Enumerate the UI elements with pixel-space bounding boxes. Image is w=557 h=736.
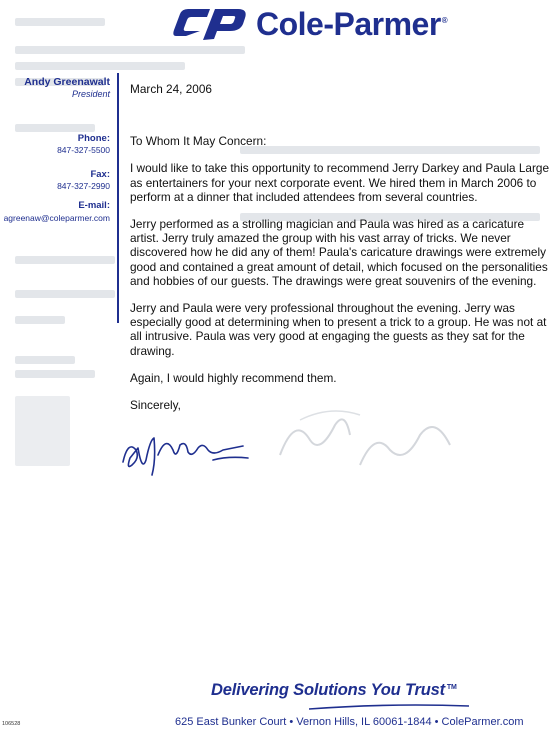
- sender-name: Andy Greenawalt: [24, 76, 110, 88]
- cole-parmer-mark-icon: [170, 6, 250, 42]
- fax-label: Fax:: [90, 169, 110, 180]
- paragraph: I would like to take this opportunity to recommend Jerry Darkey and Paula Large as entertainers for your next corporate event. We hired them in March 2006 to perform at a dinner that included attendees from several countries.: [130, 161, 550, 204]
- paragraph: Again, I would highly recommend them.: [130, 370, 337, 385]
- company-logo: [170, 4, 447, 44]
- paragraph: Jerry and Paula were very professional throughout the evening. Jerry was especially good at determining when to present a trick to a group. He was not at all intrusive. Paula was very good at engaging the guests as they sat for the drawing.: [130, 301, 547, 358]
- bleed-through: [15, 396, 70, 466]
- form-code: 106528: [2, 721, 21, 727]
- bleed-through: [15, 256, 115, 264]
- company-tagline: Delivering Solutions You Trust ™: [211, 681, 457, 699]
- fax-number: 847-327-2990: [57, 181, 110, 191]
- sidebar-divider: [117, 73, 119, 323]
- tagline-underline: [309, 703, 469, 711]
- sender-contact-block: [0, 76, 110, 223]
- bleed-through: [15, 62, 185, 70]
- signature: [118, 420, 258, 480]
- phone-label: Phone:: [77, 133, 110, 144]
- bleed-through: [15, 356, 75, 364]
- sender-title: President: [71, 89, 110, 99]
- phone-number: 847-327-5500: [57, 145, 110, 155]
- paragraph: Jerry performed as a strolling magician and Paula was hired as a caricature artist. Jerry truly amazed the group with his vast array of tricks. We never discovered how he did any of them! Paula's caricature drawings were extremely good and contained a great amount of detail, which focused on the personalities and hobbies of our guests. The drawings were great souvenirs of the evening.: [130, 217, 548, 288]
- bleed-through: [15, 18, 105, 26]
- closing: Sincerely,: [130, 398, 181, 413]
- email-label: E-mail:: [78, 200, 110, 211]
- email-address: agreenaw@coleparmer.com: [3, 213, 110, 223]
- bleed-through: [15, 316, 65, 324]
- bleed-through: [15, 370, 95, 378]
- letter-date: March 24, 2006: [130, 82, 212, 96]
- company-name: Cole-Parmer®: [256, 5, 448, 42]
- salutation: To Whom It May Concern:: [130, 134, 267, 149]
- bleed-through: [15, 290, 115, 298]
- bleed-through: [15, 46, 245, 54]
- faint-autograph-stamp: [240, 395, 470, 475]
- company-address: 625 East Bunker Court • Vernon Hills, IL 60061-1844 • ColeParmer.com: [175, 716, 524, 728]
- letter-body: [130, 82, 550, 412]
